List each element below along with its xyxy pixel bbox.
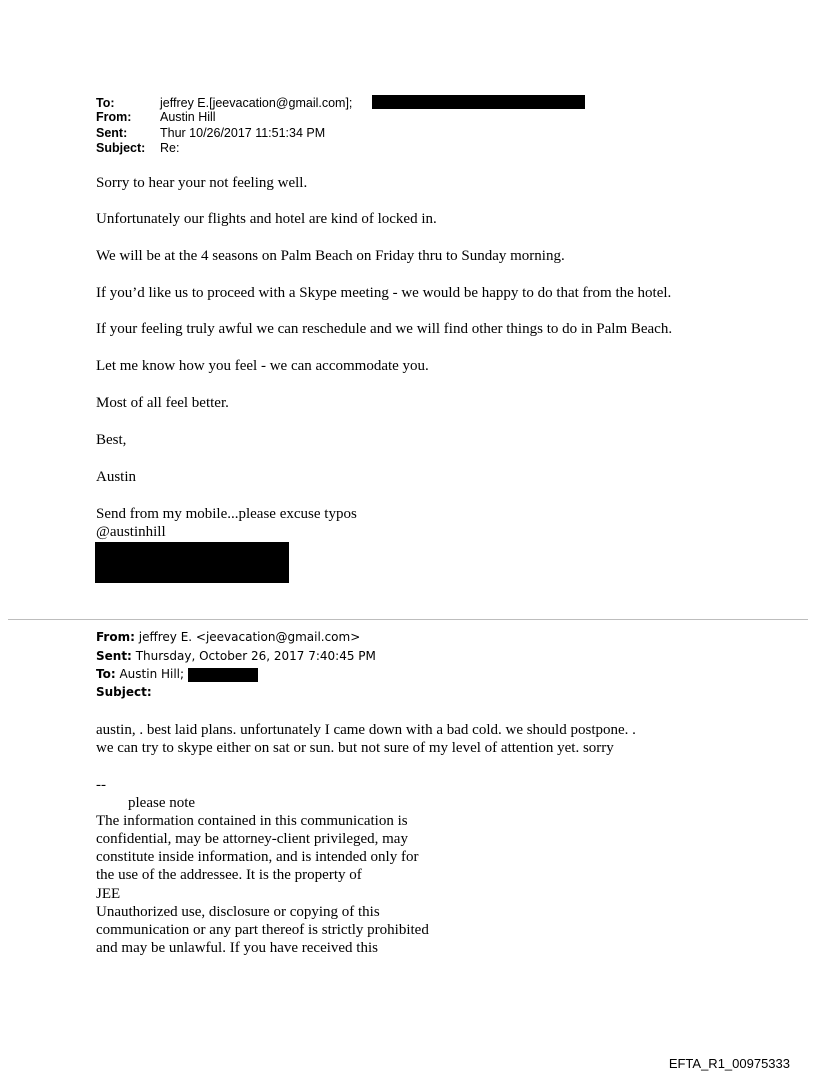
- disclaimer-note: please note: [128, 795, 196, 811]
- signature-separator: --: [96, 777, 106, 793]
- reply-header-to: [96, 96, 352, 110]
- disclaimer-line: and may be unlawful. If you have received this: [96, 940, 378, 956]
- reply-paragraph-7: Most of all feel better.: [96, 395, 229, 411]
- sent-label: Sent:: [96, 126, 128, 140]
- reply-signature-name: Austin: [96, 469, 137, 485]
- disclaimer-line: confidential, may be attorney-client privileged, may: [96, 831, 408, 847]
- to-value[interactable]: jeffrey E.[jeevacation@gmail.com];: [160, 96, 353, 110]
- original-header-subject: [96, 683, 152, 701]
- reply-header-subject: [96, 141, 179, 155]
- sent-value: Thur 10/26/2017 11:51:34 PM: [160, 126, 326, 140]
- original-header-from: [96, 628, 360, 646]
- orig-from-value[interactable]: jeffrey E. <jeevacation@gmail.com>: [138, 630, 361, 644]
- reply-paragraph-5: If your feeling truly awful we can reschedule and we will find other things to do in Palm Beach.: [96, 321, 673, 337]
- reply-paragraph-2: Unfortunately our flights and hotel are kind of locked in.: [96, 211, 437, 227]
- orig-sent-value: Thursday, October 26, 2017 7:40:45 PM: [135, 649, 376, 663]
- disclaimer-line: The information contained in this communication is: [96, 813, 408, 829]
- message-divider: [8, 619, 808, 620]
- orig-to-value: Austin Hill;: [119, 667, 185, 681]
- subject-label: Subject:: [96, 141, 146, 155]
- mobile-signature: Send from my mobile...please excuse typos: [96, 506, 357, 522]
- disclaimer-line: communication or any part thereof is strictly prohibited: [96, 922, 429, 938]
- disclaimer-line: Unauthorized use, disclosure or copying of this: [96, 904, 380, 920]
- document-id: EFTA_R1_00975333: [668, 1056, 790, 1071]
- original-header-sent: [96, 647, 376, 665]
- redaction-block: [95, 542, 289, 583]
- reply-header-from: [96, 110, 216, 124]
- reply-header-sent: [96, 126, 325, 140]
- orig-from-label: From:: [96, 630, 135, 644]
- disclaimer-line: constitute inside information, and is intended only for: [96, 849, 419, 865]
- orig-sent-label: Sent:: [96, 649, 132, 663]
- original-body-line-1: austin, . best laid plans. unfortunately I came down with a bad cold. we should postpone. .: [96, 722, 636, 738]
- from-value: Austin Hill: [160, 110, 216, 124]
- reply-paragraph-4: If you’d like us to proceed with a Skype meeting - we would be happy to do that from the hotel.: [96, 285, 672, 301]
- from-label: From:: [96, 110, 132, 124]
- redaction-bar: [372, 95, 585, 109]
- disclaimer-line: the use of the addressee. It is the property of: [96, 867, 362, 883]
- disclaimer-line: JEE: [96, 886, 121, 902]
- reply-paragraph-3: We will be at the 4 seasons on Palm Beach on Friday thru to Sunday morning.: [96, 248, 565, 264]
- redaction-bar: [188, 668, 258, 682]
- reply-paragraph-6: Let me know how you feel - we can accommodate you.: [96, 358, 429, 374]
- reply-signoff: Best,: [96, 432, 127, 448]
- twitter-handle: @austinhill: [96, 524, 166, 540]
- reply-paragraph-1: Sorry to hear your not feeling well.: [96, 175, 308, 191]
- subject-value: Re:: [160, 141, 180, 155]
- to-label: To:: [96, 96, 115, 110]
- original-body-line-2: we can try to skype either on sat or sun. but not sure of my level of attention yet. sorry: [96, 740, 614, 756]
- orig-subject-label: Subject:: [96, 685, 152, 699]
- original-header-to: [96, 665, 184, 683]
- orig-to-label: To:: [96, 667, 116, 681]
